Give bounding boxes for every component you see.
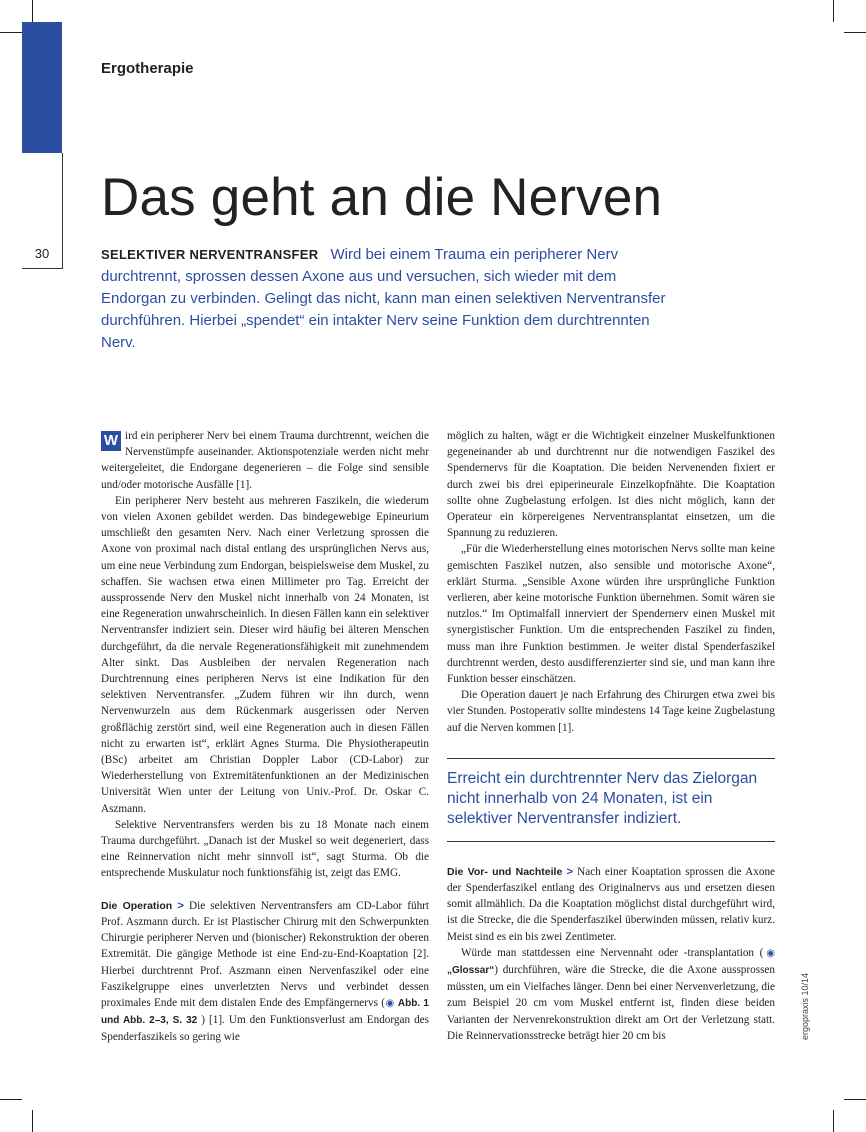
- section-color-tab: [22, 22, 62, 153]
- chevron-right-icon: >: [566, 865, 574, 878]
- paragraph: „Für die Wiederherstellung eines motorischen Nervs sollte man keine gemischten Faszikel nutzen, also sensible und motorische Axone“, erklärt Sturma. „Sensible Axone würden ihre ursprüngliche Funktion verlieren, aber keine motorische Funktion übernehmen. Somit wären sie nutzlos.“ Im Optimalfall innerviert der Spendernerv einen Muskel mit synergistischer Funktion. Um die entsprechenden Faszikel zu finden, muss man ihre Funktion bestimmen. Je weiter distal Spenderfaszikel durchtrennt werden, desto ausdifferenzierter sind sie, und man kann ihre Funktion besser einschätzen.: [447, 543, 775, 686]
- crop-mark: [32, 0, 33, 22]
- figure-reference-link[interactable]: Abb. 1 und Abb. 2–3, S. 32: [101, 997, 429, 1027]
- paragraph: Ein peripherer Nerv besteht aus mehreren Faszikeln, die wiederum von vielen Axonen gebildet werden. Das bindegewebige Epineurium umschließt den gesamten Nerv. Nach einer Verletzung sprossen die Axone von proximal nach distal entlang des ursprünglichen Nervs aus, um eine neue Verbindung zum Endorgan, beispielsweise dem Muskel, zu schaffen. Sie wachsen etwa einen Millimeter pro Tag. Erreicht der aussprossende Nerv den Muskel nicht innerhalb von 24 Monaten, ist eine Regeneration unwahrscheinlich. In diesen Fällen kann ein selektiver Nerventransfer indiziert sein. Dieser wird häufig bei älteren Menschen durchgeführt, da die nervale Regenerationsfähigkeit mit zunehmendem Alter sinkt. Das Ausbleiben der nervalen Regeneration nach Durchtrennung eines peripheren Nervs ist eine Indikation für den selektiven Nerventransfer. „Zudem führen wir ihn durch, wenn Nervenwurzeln aus dem Rückenmark ausgerissen oder Nerven großflächig zerstört sind, weil eine Regeneration auch in diesen Fällen nicht zu erwarten ist“, erklärt Agnes Sturma. Die Physiotherapeutin (BSc) arbeitet am Christian Doppler Labor (CD-Labor) zur Wiederherstellung von Extremitätenfunktionen an der Medizinischen Universität Wien unter der Leitung von Univ.-Prof. Dr. Oskar C. Aszmann.: [101, 494, 429, 815]
- pull-quote-text: Erreicht ein durchtrennter Nerv das Zielorgan nicht innerhalb von 24 Monaten, ist ein selektiver Nerventransfer indiziert.: [447, 769, 758, 827]
- glossary-reference-link[interactable]: „Glossar“: [447, 965, 495, 977]
- page-number: 30: [34, 246, 50, 261]
- eye-icon: ◉: [385, 997, 398, 1009]
- article-title: Das geht an die Nerven: [101, 168, 663, 227]
- crop-mark: [833, 0, 834, 22]
- paragraph-text: ) [1]. Um den Funktionsverlust am Endorgan des Spenderfaszikels so gering wie: [101, 1014, 430, 1044]
- lead-text: Wird bei einem Trauma ein peripherer Nerv durchtrennt, sprossen dessen Axone aus und versuchen, sich wieder mit dem Endorgan zu verbinden. Gelingt das nicht, kann man einen selektiven Nerventransfer durchführen. Hierbei „spendet“ ein intakter Nerv seine Funktion dem durchtrennten Nerv.: [101, 246, 666, 351]
- paragraph: Die Operation dauert je nach Erfahrung des Chirurgen etwa zwei bis vier Stunden. Postoperativ sollte mindestens 14 Tage keine Zugbelastung auf die Nerven kommen [1].: [447, 689, 775, 734]
- journal-issue-label: ergopraxis 10/14: [800, 972, 810, 1040]
- chevron-right-icon: >: [177, 899, 184, 912]
- paragraph-text: ) durchführen, wäre die Strecke, die die Axone aussprossen müssten, um ein Vielfaches länger. Denn bei einer Nervenverletzung, die zum Beispiel 20 cm vom Muskel entfernt ist, finden diese beiden Varianten der Nervenrekonstruktion direkt am Ort der Verletzung statt. Die Reinnervationsstrecke beträgt hier 20 cm bis: [447, 964, 775, 1042]
- page-number-rule: [22, 268, 63, 269]
- paragraph: [447, 945, 775, 1044]
- pull-quote: [447, 758, 775, 842]
- crop-mark: [844, 1099, 866, 1100]
- eye-icon: ◉: [763, 947, 775, 959]
- crop-mark: [0, 1099, 22, 1100]
- crop-mark: [0, 32, 22, 33]
- drop-cap: W: [101, 431, 121, 451]
- paragraph: [101, 428, 429, 493]
- paragraph-text: ird ein peripherer Nerv bei einem Trauma durchtrennt, weichen die Nervenstümpfe auseinander. Aktionspotenziale werden nicht mehr weitergeleitet, die Endorgane degenerieren – die Folge sind sensible und/oder motorische Ausfälle [1].: [101, 430, 429, 491]
- lead-kicker: SELEKTIVER NERVENTRANSFER: [101, 247, 319, 262]
- body-column-right: [447, 428, 775, 1044]
- crop-mark: [32, 1110, 33, 1132]
- crop-mark: [833, 1110, 834, 1132]
- crop-mark: [844, 32, 866, 33]
- paragraph-text: Würde man stattdessen eine Nervennaht oder -transplantation (: [461, 946, 764, 959]
- subheading-pros-cons: Die Vor- und Nachteile: [447, 865, 563, 878]
- margin-rule: [62, 153, 63, 268]
- paragraph: möglich zu halten, wägt er die Wichtigkeit einzelner Muskelfunktionen gegeneinander ab und durchtrennt nur die notwendigen Faszikel des Spendernervs für die Koaptation. Die beiden Nervenenden fixiert er durch zwei bis drei epiperineurale Einzelkopfnähte. Die Koaptation sollte ohne Zugbelastung erfolgen. Ist dies nicht möglich, kann der Operateur ein körpereigenes Nerventransplantat einsetzen, um die Spannung zu reduzieren.: [447, 430, 775, 540]
- paragraph: [447, 864, 775, 945]
- section-label: Ergotherapie: [101, 60, 194, 77]
- subheading-operation: Die Operation: [101, 899, 173, 912]
- paragraph: [101, 898, 429, 1046]
- paragraph: Selektive Nerventransfers werden bis zu 18 Monate nach einem Trauma durchgeführt. „Danach ist der Muskel so weit degeneriert, dass eine Reinnervation nicht mehr sinnvoll ist“, sagt Sturma. Ob die entsprechende Muskulatur noch funktionsfähig ist, zeigt das EMG.: [101, 818, 429, 880]
- paragraph-text: Die selektiven Nerventransfers am CD-Labor führt Prof. Aszmann durch. Er ist Plastischer Chirurg mit den Schwerpunkten Chirurgie peripherer Nerven und (bionischer) Rekonstruktion der oberen Extremität. Die gängige Methode ist eine End-zu-End-Koaptation [2]. Hierbei durchtrennt Prof. Aszmann einen Nervenfaszikel oder eine Faszikelgruppe eines unverletzten Nervs und verbindet dessen proximales Ende mit dem distalen Ende des Empfängernervs (: [101, 899, 430, 1009]
- article-lead: [101, 244, 681, 354]
- paragraph-text: Nach einer Koaptation sprossen die Axone der Spenderfaszikel entlang des Originalnervs aus und ersetzen diesen somit allmählich. Da die Koaptation möglichst distal durchgeführt wird, ist die Strecke, die die Spenderfaszikel überwinden müssen, relativ kurz. Meist sind es ein bis zwei Zentimeter.: [447, 865, 776, 943]
- body-column-left: [101, 428, 429, 1046]
